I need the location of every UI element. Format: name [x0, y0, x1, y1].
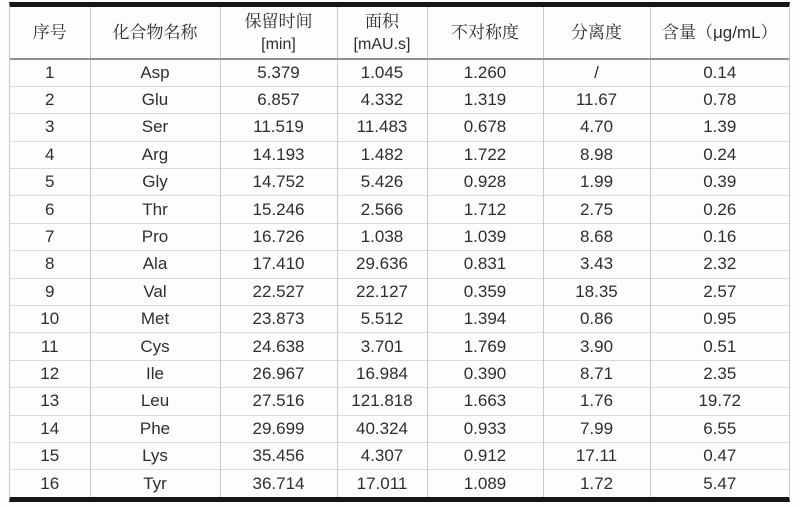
cell: Ala — [90, 251, 220, 278]
column-header — [650, 7, 789, 59]
column-header-unit: [mAU.s] — [353, 35, 411, 53]
table-row — [10, 360, 789, 387]
cell: 36.714 — [220, 470, 337, 497]
cell: 17.11 — [543, 442, 650, 469]
cell: Cys — [90, 333, 220, 360]
cell: 16 — [10, 470, 90, 497]
cell: 5.379 — [220, 59, 337, 86]
cell: 11.483 — [337, 114, 427, 141]
column-header-label: 不对称度 — [451, 23, 519, 42]
cell: Tyr — [90, 470, 220, 497]
cell: 0.51 — [650, 333, 789, 360]
table-body — [10, 59, 789, 497]
column-header-label: 分离度 — [571, 23, 622, 42]
data-table — [10, 7, 789, 497]
cell: Ile — [90, 360, 220, 387]
cell: 13 — [10, 388, 90, 415]
column-header — [90, 7, 220, 59]
cell: 0.86 — [543, 306, 650, 333]
cell: 2.35 — [650, 360, 789, 387]
table-row — [10, 306, 789, 333]
cell: 1.482 — [337, 141, 427, 168]
column-header-unit: [min] — [261, 35, 296, 53]
cell: 1.663 — [427, 388, 543, 415]
cell: 4.70 — [543, 114, 650, 141]
table-row — [10, 59, 789, 86]
cell: 1.394 — [427, 306, 543, 333]
table-row — [10, 442, 789, 469]
cell: 35.456 — [220, 442, 337, 469]
column-header — [10, 7, 90, 59]
cell: 0.78 — [650, 86, 789, 113]
table-row — [10, 114, 789, 141]
cell: 19.72 — [650, 388, 789, 415]
compound-results-table — [9, 2, 790, 502]
cell: Glu — [90, 86, 220, 113]
cell: 8.68 — [543, 223, 650, 250]
cell: 8.98 — [543, 141, 650, 168]
cell: 2 — [10, 86, 90, 113]
table-row — [10, 169, 789, 196]
cell: 0.14 — [703, 62, 737, 82]
cell: Leu — [90, 388, 220, 415]
cell: 0.24 — [650, 141, 789, 168]
column-header-label: 序号 — [32, 23, 67, 42]
table-row — [10, 223, 789, 250]
cell: 4 — [10, 141, 90, 168]
cell: 0.95 — [650, 306, 789, 333]
table-row — [10, 141, 789, 168]
cell: 3.43 — [543, 251, 650, 278]
cell: 22.527 — [220, 278, 337, 305]
cell: 1.039 — [427, 223, 543, 250]
cell: 2.57 — [650, 278, 789, 305]
cell: 1.712 — [427, 196, 543, 223]
cell: Lys — [90, 442, 220, 469]
cell: 27.516 — [220, 388, 337, 415]
cell: 26.967 — [220, 360, 337, 387]
cell: 24.638 — [220, 333, 337, 360]
cell: 1.722 — [427, 141, 543, 168]
cell: Phe — [90, 415, 220, 442]
cell: 4.332 — [337, 86, 427, 113]
cell: 15 — [10, 442, 90, 469]
cell: 18.35 — [543, 278, 650, 305]
cell: 14.193 — [220, 141, 337, 168]
cell: 1.76 — [543, 388, 650, 415]
table-row — [10, 470, 789, 497]
cell: 121.818 — [337, 388, 427, 415]
cell: Met — [90, 306, 220, 333]
cell: 22.127 — [337, 278, 427, 305]
cell: 17.410 — [220, 251, 337, 278]
cell: 0.928 — [427, 169, 543, 196]
cell: 1.260 — [427, 59, 543, 86]
cell: 16.726 — [220, 223, 337, 250]
cell: 0.933 — [427, 415, 543, 442]
table-row — [10, 415, 789, 442]
cell: 11.519 — [220, 114, 337, 141]
column-header-label: 保留时间 — [244, 11, 313, 31]
cell: 3.90 — [543, 333, 650, 360]
cell: 11.67 — [543, 86, 650, 113]
cell: 12 — [10, 360, 90, 387]
cell: 17.011 — [337, 470, 427, 497]
column-header-label: 含量（μg/mL） — [661, 23, 778, 42]
cell: 0.912 — [427, 442, 543, 469]
cell: Thr — [90, 196, 220, 223]
cell: 0.47 — [650, 442, 789, 469]
cell: 40.324 — [337, 415, 427, 442]
column-header — [220, 7, 337, 59]
table-row — [10, 278, 789, 305]
cell: 1.99 — [543, 169, 650, 196]
cell: 15.246 — [220, 196, 337, 223]
cell: 6 — [10, 196, 90, 223]
cell: 1 — [10, 59, 90, 86]
cell: 0.831 — [427, 251, 543, 278]
column-header-label: 化合物名称 — [112, 23, 198, 42]
cell: 0.26 — [650, 196, 789, 223]
cell: 5.512 — [337, 306, 427, 333]
cell: 0.359 — [427, 278, 543, 305]
cell: 29.699 — [220, 415, 337, 442]
cell: 11 — [10, 333, 90, 360]
cell: 23.873 — [220, 306, 337, 333]
cell: 29.636 — [337, 251, 427, 278]
cell: 6.55 — [650, 415, 789, 442]
cell: 1.319 — [427, 86, 543, 113]
table-row — [10, 388, 789, 415]
column-header — [337, 7, 427, 59]
cell: 14.752 — [220, 169, 337, 196]
cell: 16.984 — [337, 360, 427, 387]
cell: 5.47 — [650, 470, 789, 497]
cell: Pro — [90, 223, 220, 250]
cell: 5 — [10, 169, 90, 196]
table-row — [10, 333, 789, 360]
cell: 3 — [10, 114, 90, 141]
cell: 5.426 — [337, 169, 427, 196]
cell: 9 — [10, 278, 90, 305]
cell: Val — [90, 278, 220, 305]
cell: 3.701 — [337, 333, 427, 360]
column-header-label: 面积 — [365, 11, 399, 31]
cell: 8 — [10, 251, 90, 278]
cell: 4.307 — [337, 442, 427, 469]
cell: 14 — [10, 415, 90, 442]
cell: Ser — [90, 114, 220, 141]
cell: Asp — [90, 59, 220, 86]
cell: 10 — [10, 306, 90, 333]
cell: 1.39 — [650, 114, 789, 141]
cell: Arg — [90, 141, 220, 168]
cell: 1.045 — [337, 59, 427, 86]
cell: 7 — [10, 223, 90, 250]
cell: 1.72 — [543, 470, 650, 497]
cell: 7.99 — [543, 415, 650, 442]
cell: 1.089 — [427, 470, 543, 497]
table-row — [10, 196, 789, 223]
cell: 2.32 — [650, 251, 789, 278]
cell: Gly — [90, 169, 220, 196]
cell: 0.16 — [650, 223, 789, 250]
cell: 2.75 — [543, 196, 650, 223]
cell: 6.857 — [220, 86, 337, 113]
cell: 1.769 — [427, 333, 543, 360]
cell: 0.678 — [427, 114, 543, 141]
cell: 2.566 — [337, 196, 427, 223]
cell: 8.71 — [543, 360, 650, 387]
table-row — [10, 86, 789, 113]
column-header — [543, 7, 650, 59]
cell: 0.39 — [650, 169, 789, 196]
table-header — [10, 7, 789, 59]
cell: 0.390 — [427, 360, 543, 387]
column-header — [427, 7, 543, 59]
header-row — [10, 7, 789, 59]
cell: / — [543, 59, 650, 86]
cell: 1.038 — [337, 223, 427, 250]
table-row — [10, 251, 789, 278]
